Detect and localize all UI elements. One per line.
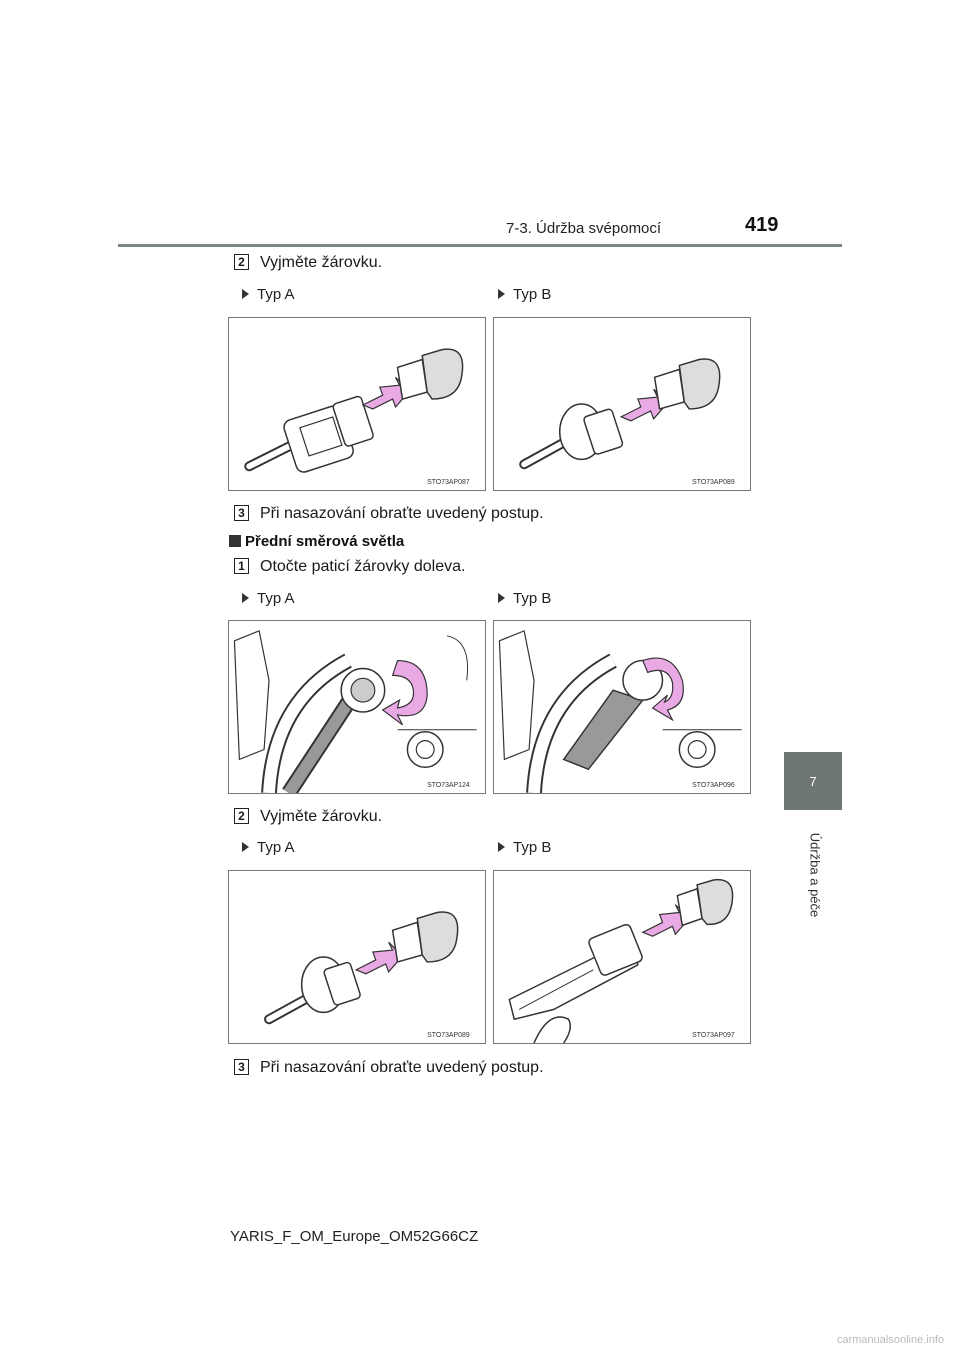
figure-code: STO73AP096 <box>692 782 735 790</box>
watermark: carmanualsonline.info <box>836 1334 944 1346</box>
page-number: 419 <box>745 214 779 236</box>
type-b-label: Typ B <box>498 590 551 607</box>
chapter-tab: 7 <box>784 752 842 810</box>
step-number: 1 <box>234 558 249 574</box>
figure-code: STO73AP087 <box>427 479 470 487</box>
header-rule <box>118 244 842 247</box>
step-number: 3 <box>234 505 249 521</box>
step-text: Otočte paticí žárovky doleva. <box>260 558 466 575</box>
subheading: Přední směrová světla <box>229 533 404 550</box>
figure-code: STO73AP124 <box>427 782 470 790</box>
figure-code: STO73AP089 <box>427 1032 470 1040</box>
figure-code: STO73AP089 <box>692 479 735 487</box>
type-b-label: Typ B <box>498 286 551 303</box>
chapter-label: Údržba a péče <box>807 832 823 918</box>
step-number: 2 <box>234 254 249 270</box>
type-a-label: Typ A <box>242 286 295 303</box>
step-number: 2 <box>234 808 249 824</box>
document-code: YARIS_F_OM_Europe_OM52G66CZ <box>230 1228 479 1245</box>
step-text: Při nasazování obraťte uvedený postup. <box>260 1059 544 1076</box>
step-text: Při nasazování obraťte uvedený postup. <box>260 505 544 522</box>
type-a-label: Typ A <box>242 839 295 856</box>
type-b-label: Typ B <box>498 839 551 856</box>
step-text: Vyjměte žárovku. <box>260 808 383 825</box>
figure-type-a-remove <box>228 317 486 491</box>
figure-type-a-bulb <box>228 870 486 1044</box>
figure-type-b-rotate <box>493 620 751 794</box>
section-title: 7-3. Údržba svépomocí <box>506 220 662 237</box>
figure-type-b-bulb <box>493 870 751 1044</box>
step-text: Vyjměte žárovku. <box>260 254 383 271</box>
figure-type-b-remove <box>493 317 751 491</box>
step-number: 3 <box>234 1059 249 1075</box>
figure-code: STO73AP097 <box>692 1032 735 1040</box>
type-a-label: Typ A <box>242 590 295 607</box>
figure-type-a-rotate <box>228 620 486 794</box>
